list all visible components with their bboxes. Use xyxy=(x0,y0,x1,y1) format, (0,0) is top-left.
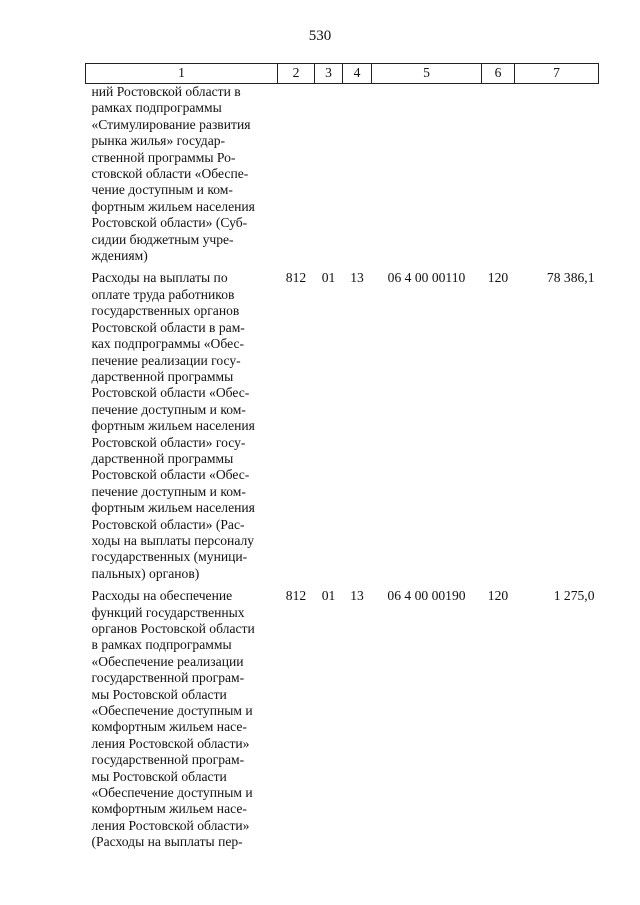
description-line: государственной програм- xyxy=(91,670,245,686)
description-line: «Обеспечение реализации xyxy=(91,653,244,669)
subsection-code-cell: 13 xyxy=(350,270,364,286)
description-line: государственной програм- xyxy=(91,752,245,768)
table-header-row xyxy=(86,64,599,84)
description-line: «Стимулирование развития xyxy=(91,116,251,132)
description-line: Ростовской области в рам- xyxy=(91,319,245,335)
expense-type-cell: 120 xyxy=(487,270,509,286)
amount-cell xyxy=(515,84,599,265)
description-line: ственной программы Ро- xyxy=(91,149,236,165)
column-header-7: 7 xyxy=(515,64,599,84)
description-line: государственных органов xyxy=(91,303,240,319)
description-line: ходы на выплаты персоналу xyxy=(91,532,255,548)
page-number: 530 xyxy=(308,28,332,44)
description-line: фортным жильем населения xyxy=(91,500,255,516)
description-line: рынка жилья» государ- xyxy=(91,133,226,149)
description-line: сидии бюджетным учре- xyxy=(91,231,234,247)
description-line: ках подпрограммы «Обес- xyxy=(91,336,245,352)
section-code-cell: 01 xyxy=(321,588,336,604)
expense-type-cell: 120 xyxy=(487,588,509,604)
description-line: рамках подпрограммы xyxy=(91,100,222,116)
description-line: государственных (муници- xyxy=(91,549,248,565)
column-header-3: 3 xyxy=(315,64,343,84)
budget-table xyxy=(85,63,599,851)
subsection-code-cell xyxy=(343,84,372,265)
section-code-cell xyxy=(315,84,343,265)
description-line: ления Ростовской области» xyxy=(91,817,250,833)
amount-cell: 1 275,0 xyxy=(553,588,595,604)
target-article-cell: 06 4 00 00110 xyxy=(387,270,466,286)
table-row xyxy=(86,588,599,851)
description-line: органов Ростовской области xyxy=(91,621,255,636)
description-line: Ростовской области «Обес- xyxy=(91,385,250,401)
description-line: печение реализации госу- xyxy=(91,352,241,368)
description-line: пальных) органов) xyxy=(91,565,200,581)
description-line: Расходы на обеспечение xyxy=(91,588,233,604)
column-header-5: 5 xyxy=(372,64,482,84)
description-cell xyxy=(86,588,278,851)
ministry-code-cell xyxy=(278,84,315,265)
column-header-2: 2 xyxy=(278,64,315,84)
description-line: чение доступным и ком- xyxy=(91,182,233,198)
table-row xyxy=(86,270,599,582)
ministry-code-cell: 812 xyxy=(285,270,307,286)
description-line: комфортным жильем насе- xyxy=(91,719,247,735)
amount-cell: 78 386,1 xyxy=(546,270,595,286)
description-line: ний Ростовской области в xyxy=(91,84,241,99)
description-line: в рамках подпрограммы xyxy=(91,637,232,653)
description-line: Ростовской области» госу- xyxy=(91,434,246,450)
description-line: функций государственных xyxy=(91,604,245,620)
description-line: комфортным жильем насе- xyxy=(91,801,247,817)
subsection-code-cell: 13 xyxy=(350,588,364,604)
description-line: Ростовской области» (Суб- xyxy=(91,215,248,231)
ministry-code-cell: 812 xyxy=(285,588,307,604)
section-code-cell: 01 xyxy=(321,270,336,286)
description-line: ления Ростовской области» xyxy=(91,735,250,751)
description-line: печение доступным и ком- xyxy=(91,401,246,417)
description-line: мы Ростовской области xyxy=(91,768,227,784)
target-article-cell: 06 4 00 00190 xyxy=(387,588,466,604)
description-line: мы Ростовской области xyxy=(91,686,227,702)
description-line: Ростовской области «Обес- xyxy=(91,467,250,483)
description-line: печение доступным и ком- xyxy=(91,483,246,499)
description-line: ждениям) xyxy=(91,248,148,264)
column-header-4: 4 xyxy=(343,64,372,84)
description-line: фортным жильем населения xyxy=(91,198,255,214)
description-cell xyxy=(86,84,278,265)
description-line: (Расходы на выплаты пер- xyxy=(91,834,243,850)
description-line: Ростовской области» (Рас- xyxy=(91,516,245,532)
table-row xyxy=(86,84,599,265)
description-line: дарственной программы xyxy=(91,368,234,384)
description-line: «Обеспечение доступным и xyxy=(91,785,253,801)
description-line: Расходы на выплаты по xyxy=(91,270,228,286)
description-line: оплате труда работников xyxy=(91,286,235,302)
description-line: дарственной программы xyxy=(91,450,234,466)
column-header-1: 1 xyxy=(86,64,278,84)
expense-type-cell xyxy=(482,84,515,265)
description-line: «Обеспечение доступным и xyxy=(91,703,253,719)
column-header-6: 6 xyxy=(482,64,515,84)
table-body xyxy=(86,84,599,851)
description-cell xyxy=(86,270,278,582)
target-article-cell xyxy=(372,84,482,265)
description-line: стовской области «Обеспе- xyxy=(91,166,249,182)
description-line: фортным жильем населения xyxy=(91,418,255,434)
